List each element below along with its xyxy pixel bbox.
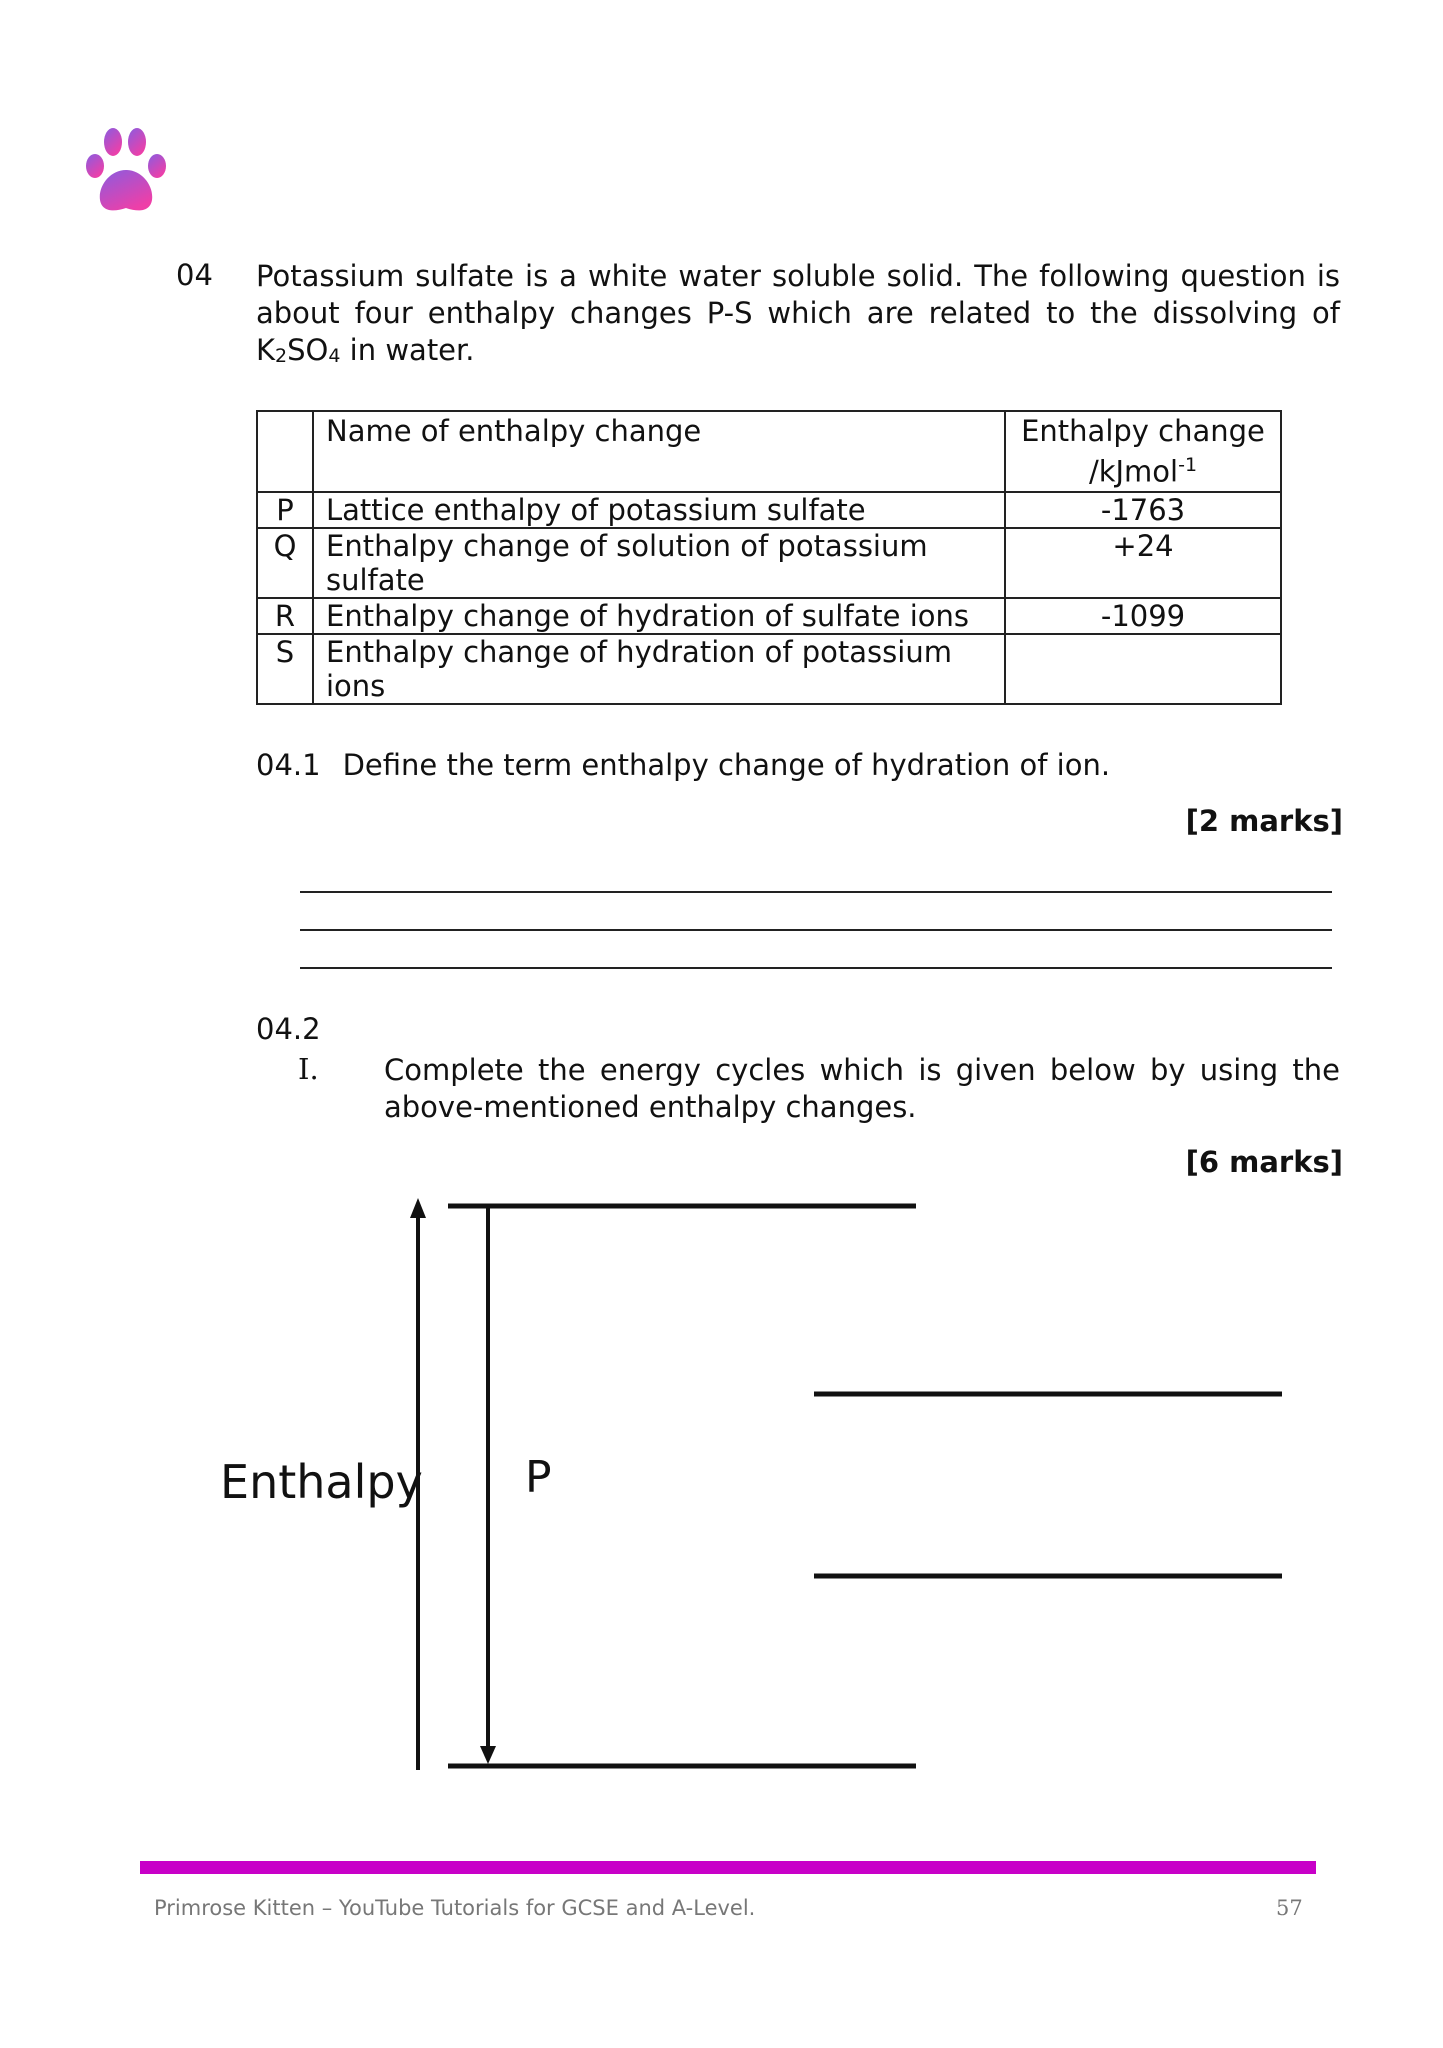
answer-line[interactable] bbox=[300, 967, 1332, 969]
part-2-number: 04.2 bbox=[256, 1012, 321, 1046]
row-name: Enthalpy change of solution of potassium sulfate bbox=[313, 528, 1005, 598]
part-2-marks: [6 marks] bbox=[1185, 1145, 1343, 1179]
table-row bbox=[257, 634, 1281, 704]
page-number: 57 bbox=[1276, 1896, 1303, 1920]
header-value-text: Enthalpy change /kJmol bbox=[1021, 414, 1265, 489]
intro-text-end: in water. bbox=[340, 333, 475, 367]
enthalpy-table bbox=[256, 410, 1282, 705]
question-number: 04 bbox=[176, 258, 213, 292]
row-name: Enthalpy change of hydration of sulfate ions bbox=[313, 598, 1005, 634]
part-1-question bbox=[256, 748, 1110, 782]
header-value-superscript: -1 bbox=[1178, 454, 1198, 476]
row-value: -1099 bbox=[1005, 598, 1281, 634]
part-1-text: Define the term enthalpy change of hydration of ion. bbox=[342, 748, 1111, 782]
question-intro bbox=[256, 258, 1340, 375]
answer-line[interactable] bbox=[300, 891, 1332, 893]
row-name: Enthalpy change of hydration of potassium ions bbox=[313, 634, 1005, 704]
paw-print-icon bbox=[84, 126, 170, 216]
footer-text: Primrose Kitten – YouTube Tutorials for GCSE and A-Level. bbox=[154, 1896, 756, 1920]
formula-subscript: 2 bbox=[275, 345, 288, 367]
part-2-text: Complete the energy cycles which is given below by using the above-mentioned enthalpy changes. bbox=[384, 1053, 1340, 1124]
part-2-roman: I. bbox=[298, 1052, 319, 1086]
part-1-marks: [2 marks] bbox=[1185, 804, 1343, 838]
footer-bar bbox=[140, 1861, 1316, 1874]
row-name: Lattice enthalpy of potassium sulfate bbox=[313, 492, 1005, 528]
energy-cycle-diagram bbox=[200, 1190, 1320, 1800]
enthalpy-axis-label: Enthalpy bbox=[220, 1455, 423, 1509]
row-value: +24 bbox=[1005, 528, 1281, 598]
table-row bbox=[257, 528, 1281, 598]
arrow-label-p: P bbox=[525, 1452, 552, 1503]
answer-line[interactable] bbox=[300, 929, 1332, 931]
row-value: -1763 bbox=[1005, 492, 1281, 528]
table-header-label bbox=[257, 411, 313, 492]
table-header-name: Name of enthalpy change bbox=[313, 411, 1005, 492]
table-row bbox=[257, 492, 1281, 528]
row-label: P bbox=[257, 492, 313, 528]
intro-text: Potassium sulfate is a white water soluble solid. The following question is about four enthalpy changes P-S which are related to the dissolving of K bbox=[256, 259, 1340, 367]
formula-subscript: 4 bbox=[328, 345, 341, 367]
row-label: Q bbox=[257, 528, 313, 598]
table-header-row bbox=[257, 411, 1281, 492]
arrow-down-icon bbox=[480, 1746, 496, 1764]
axis-arrowhead-icon bbox=[410, 1198, 426, 1218]
row-label: S bbox=[257, 634, 313, 704]
formula-text: SO bbox=[287, 333, 329, 367]
row-label: R bbox=[257, 598, 313, 634]
part-1-number: 04.1 bbox=[256, 748, 321, 782]
row-value-blank bbox=[1005, 634, 1281, 704]
table-row bbox=[257, 598, 1281, 634]
table-header-value bbox=[1005, 411, 1281, 492]
